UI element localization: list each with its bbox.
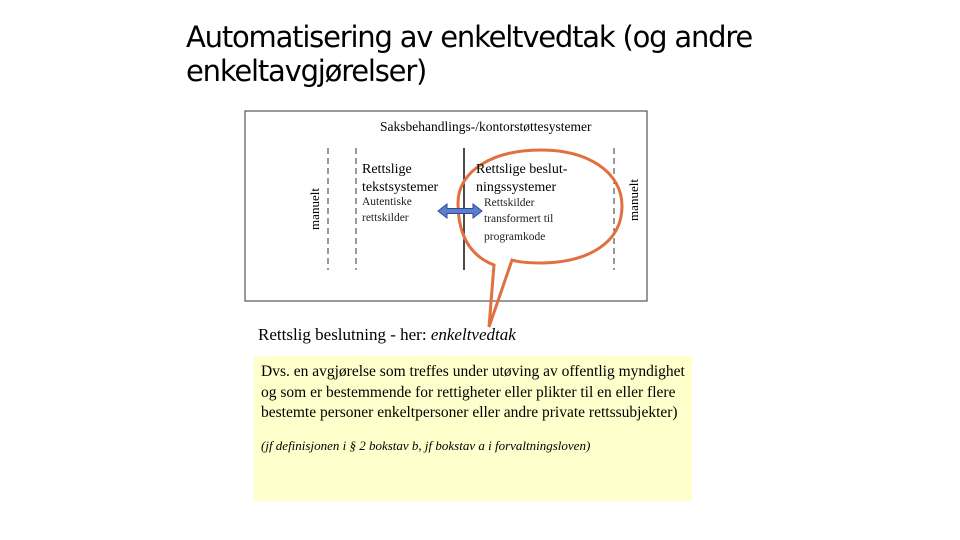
authentic-sources-line1: Autentiske [362, 196, 412, 208]
manual-label-right: manuelt [626, 179, 641, 221]
text-systems-line2: tekstsystemer [362, 180, 439, 195]
definition-note [254, 356, 692, 501]
definition-text: Dvs. en avgjørelse som treffes under utøving av offentlig myndighet og som er bestemmende for rettigheter eller plikter til en eller flere bestemte personer enkeltpersoner eller andre private rettssubjekter) [261, 363, 685, 421]
transformed-sources-line2: transformert til [484, 213, 554, 225]
decision-systems-line2: ningssystemer [476, 180, 557, 195]
decision-systems-line1: Rettslige beslut- [476, 162, 568, 177]
definition-reference: (jf definisjonen i § 2 bokstav b, jf bokstav a i forvaltningsloven) [261, 437, 591, 453]
manual-label-left: manuelt [307, 188, 322, 230]
caption-prefix: Rettslig beslutning - her: [258, 325, 431, 344]
transformed-sources-line1: Rettskilder [484, 197, 535, 209]
authentic-sources-line2: rettskilder [362, 212, 409, 224]
system-label: Saksbehandlings-/kontorstøttesystemer [380, 119, 592, 134]
text-systems-line1: Rettslige [362, 162, 412, 177]
caption-emphasis: enkeltvedtak [430, 325, 516, 344]
transformed-sources-line3: programkode [484, 231, 546, 243]
decision-caption [258, 325, 516, 345]
slide-title: Automatisering av enkeltvedtak (og andre enkeltavgjørelser) [186, 20, 753, 88]
